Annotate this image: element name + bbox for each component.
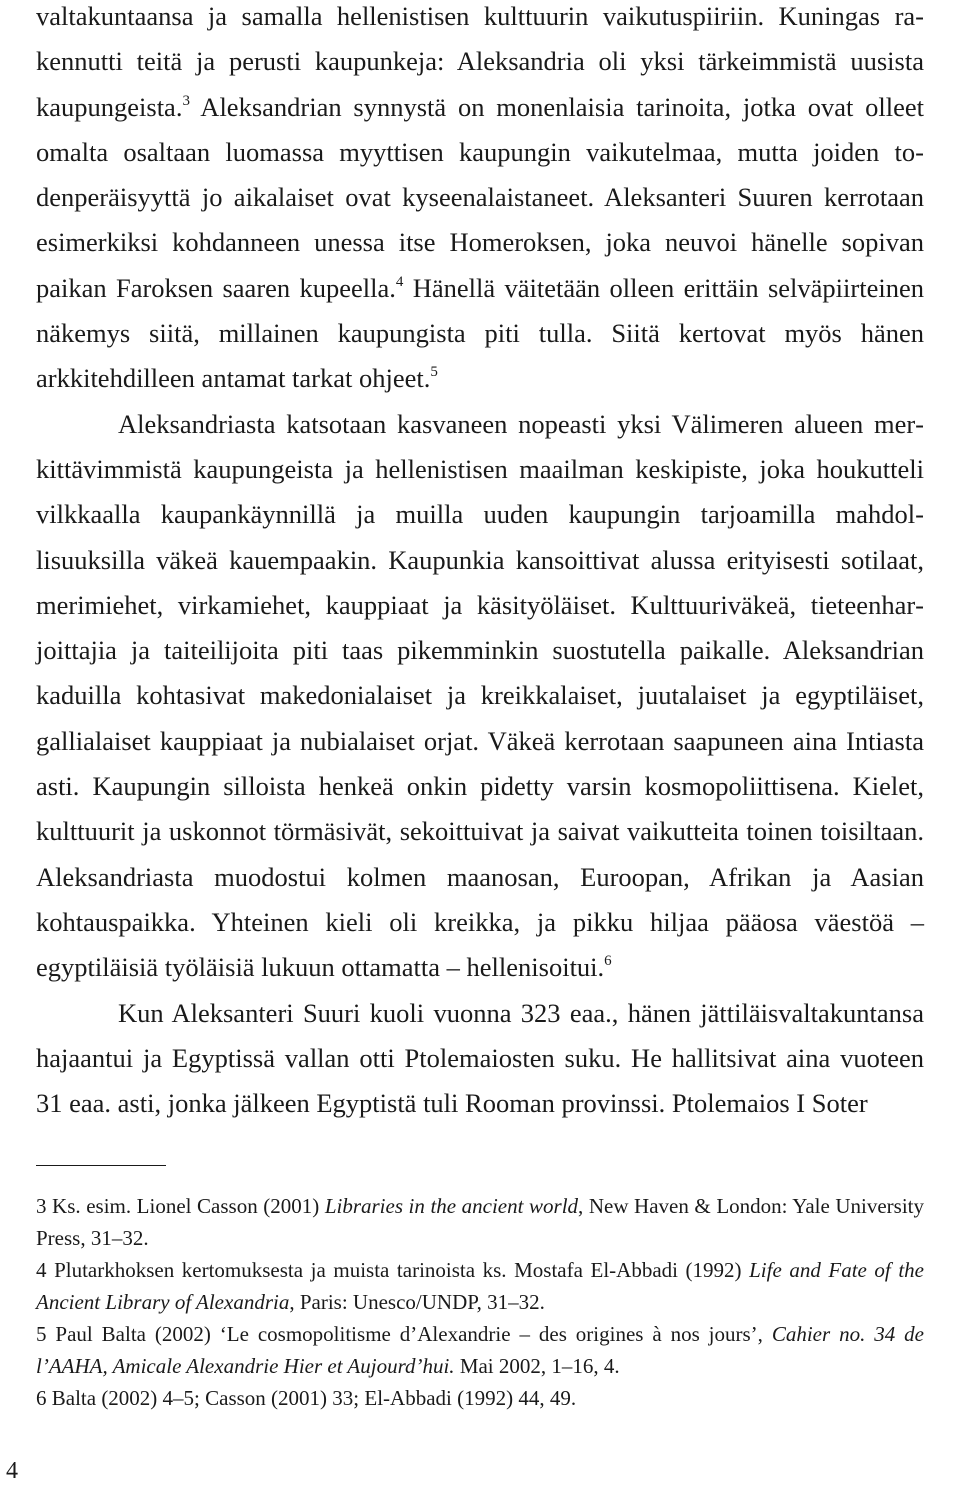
footnote-6-text: 6 Balta (2002) 4–5; Casson (2001) 33; El-Abbadi (1992) 44, 49. [36, 1386, 577, 1410]
paragraph-2-text: Aleksandriasta katsotaan kasvaneen nopeasti yksi Välimeren alueen merkittävimmistä kaupungeista ja hellenistisen maailman keskipiste, joka houkutteli vilkkaalla kaupankäynnillä ja muilla uuden kaupungin tarjoamilla mahdollisuuksilla väkeä kauempaakin. Kaupunkia kansoittivat alussa erityisesti sotilaat, merimiehet, virkamiehet, kauppiaat ja käsityöläiset. Kulttuuriväkeä, tieteenharjoittajia ja taiteilijoita piti taas pikemminkin suostutella paikalle. Aleksandrian kaduilla kohtasivat makedonialaiset ja kreikkalaiset, juutalaiset ja egyptiläiset, gallialaiset kauppiaat ja nubialaiset orjat. Väkeä kerrotaan saapuneen aina Intiasta asti. Kaupungin silloista henkeä onkin pidetty varsin kosmopoliittisena. Kielet, kulttuurit ja uskonnot törmäsivät, sekoittuivat ja saivat vaikutteita toinen toisiltaan. Aleksandriasta muodostui kolmen maanosan, Euroopan, Afrikan ja Aasian kohtauspaikka. Yhteinen kieli oli kreikka, ja pikku hiljaa pääosa väestöä – egyptiläisiä työläisiä lukuun ottamatta – hellenisoitui. [36, 408, 924, 983]
footnote-3-text-a: 3 Ks. esim. Lionel Casson (2001) [36, 1194, 325, 1218]
footnote-4-title: Life and Fate of the Ancient Library of Alexandria [36, 1258, 924, 1314]
footnote-ref-6[interactable]: 6 [604, 953, 612, 970]
footnote-5-title: Cahier no. 34 de l’AAHA, Amicale Alexandrie Hier et Aujourd’hui. [36, 1322, 924, 1378]
footnote-6 [36, 1382, 924, 1414]
footnote-5 [36, 1318, 924, 1382]
paragraph-2 [36, 402, 924, 991]
paragraph-1-text-3: Hänellä väitetään olleen erittäin selväpiirteinen näkemys siitä, millainen kaupungista piti tulla. Siitä kertovat myös hänen arkkitehdilleen antamat tarkat ohjeet. [36, 272, 924, 394]
footnote-3 [36, 1190, 924, 1254]
footnote-5-text-a: 5 Paul Balta (2002) ‘Le cosmopolitisme d’Alexandrie – des origines à nos jours’, [36, 1322, 772, 1346]
footnote-divider [36, 1165, 166, 1166]
main-text [36, 0, 924, 1126]
paragraph-3-text: Kun Aleksanteri Suuri kuoli vuonna 323 eaa., hänen jättiläisvaltakuntansa hajaantui ja Egyptissä vallan otti Ptolemaiosten suku. He hallitsivat aina vuoteen 31 eaa. asti, jonka jälkeen Egyptistä tuli Rooman provinssi. Ptolemaios I Soter [36, 997, 924, 1119]
paragraph-1 [36, 0, 924, 402]
footnote-ref-5[interactable]: 5 [430, 364, 438, 381]
footnotes [36, 1190, 924, 1414]
footnote-4-text-b: , Paris: Unesco/UNDP, 31–32. [289, 1290, 545, 1314]
footnote-ref-4[interactable]: 4 [395, 273, 404, 290]
paragraph-1-text-1: valtakuntaansa ja samalla hellenistisen kulttuurin vaikutuspiiriin. Kuningas rakennutti teitä ja perusti kaupunkeja: Aleksandria oli yksi tärkeimmistä uusista kaupungeista. [36, 1, 924, 122]
paragraph-1-text-2: Aleksandrian synnystä on monenlaisia tarinoita, jotka ovat olleet omalta osaltaan luomassa myyttisen kaupungin vaikutelmaa, mutta joiden todenperäisyyttä jo aikalaiset ovat kyseenalaistaneet. Aleksanteri Suuren kerrotaan esimerkiksi kohdanneen unessa itse Homeroksen, joka neuvoi hänelle sopivan paikan Faroksen saaren kupeella. [36, 91, 924, 303]
footnote-3-title: Libraries in the ancient world [324, 1194, 579, 1218]
footnote-5-text-b: Mai 2002, 1–16, 4. [454, 1354, 620, 1378]
footnote-3-text-b: , New Haven & London: Yale University Press, 31–32. [36, 1194, 925, 1250]
paragraph-3 [36, 991, 924, 1127]
page-number: 4 [6, 1458, 18, 1484]
footnote-4-text-a: 4 Plutarkhoksen kertomuksesta ja muista tarinoista ks. Mostafa El-Abbadi (1992) [36, 1258, 750, 1282]
footnote-ref-3[interactable]: 3 [182, 92, 190, 109]
footnote-4 [36, 1254, 924, 1318]
